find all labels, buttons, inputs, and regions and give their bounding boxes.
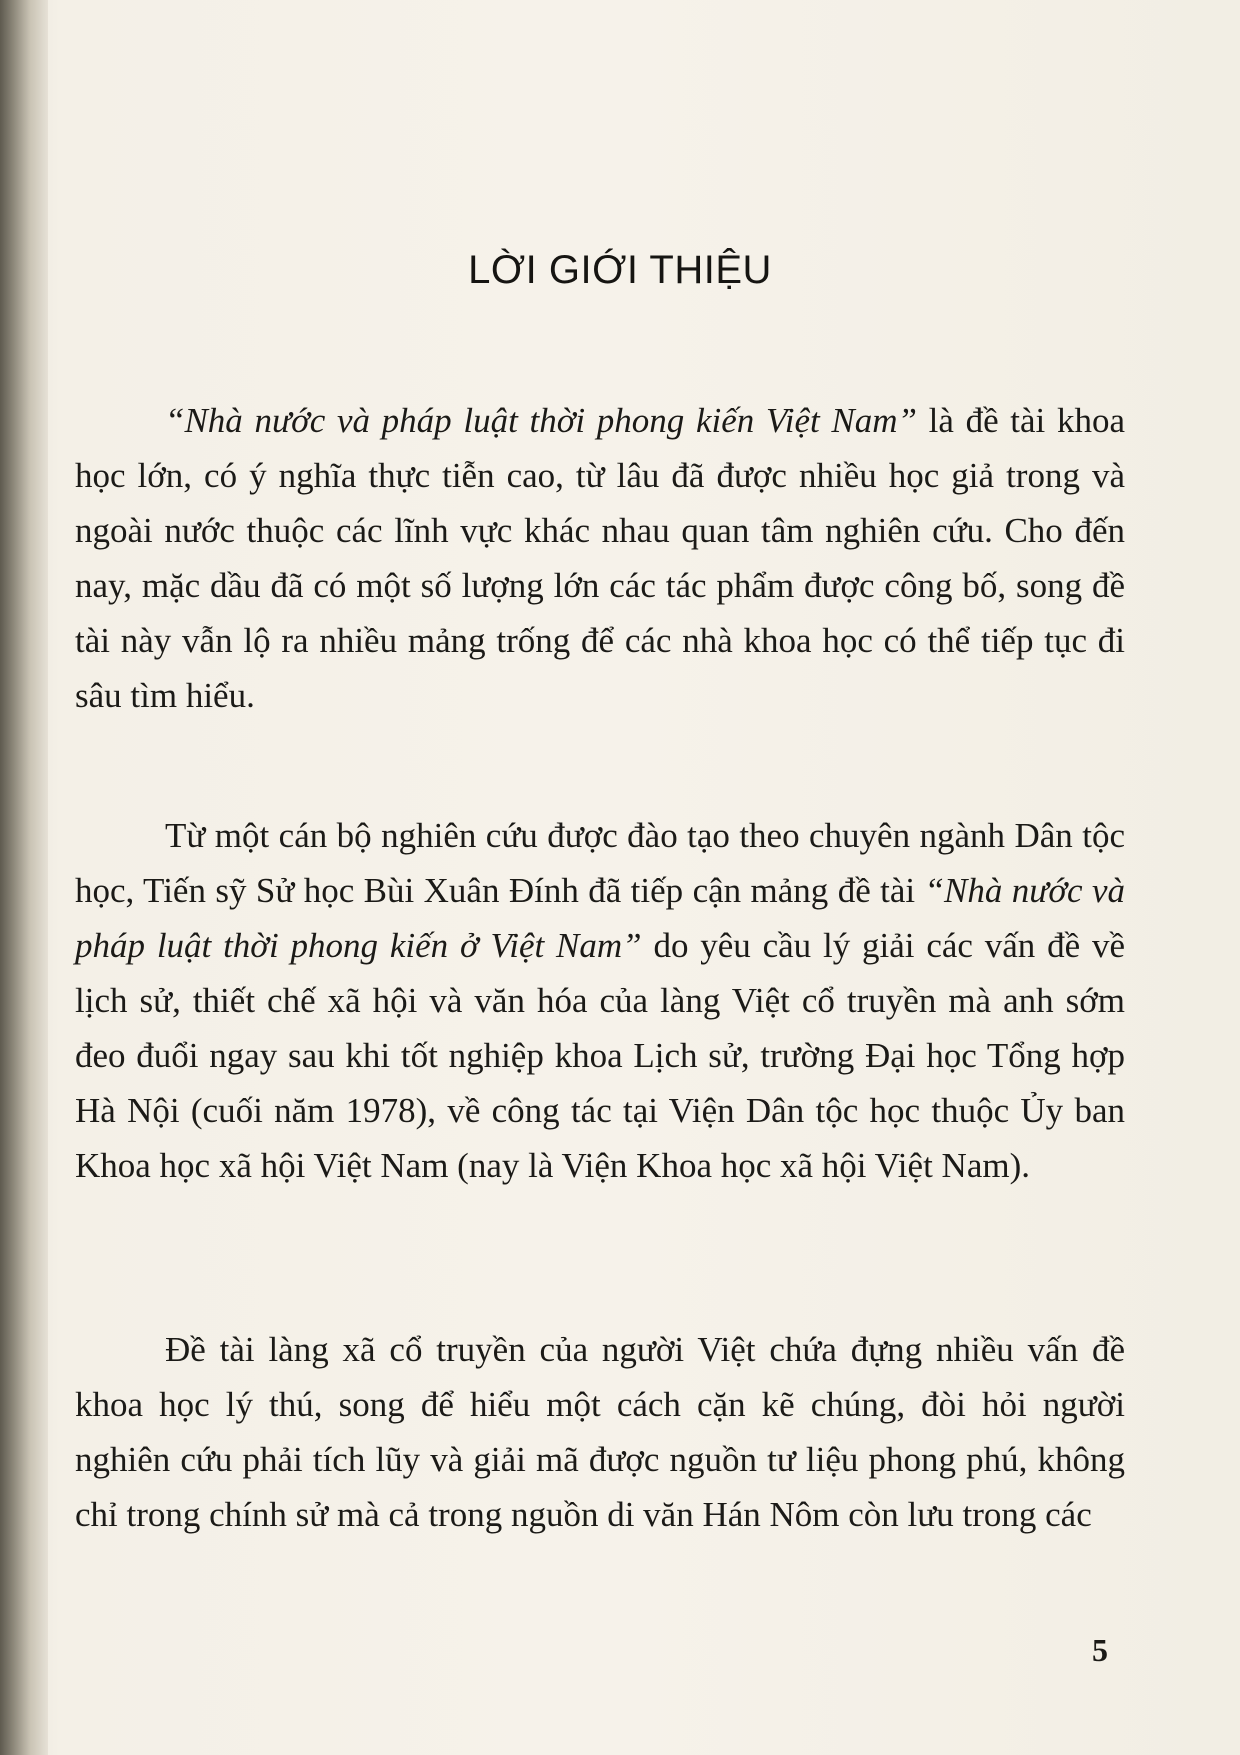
page-number: 5 xyxy=(1092,1632,1108,1668)
paragraph-2-italic-title: “Nhà nước và pháp luật thời phong kiến ở Việt Nam” xyxy=(75,871,1125,965)
page-title: LỜI GIỚI THIỆU xyxy=(468,248,772,292)
paragraph-3 xyxy=(75,1322,1125,1542)
paragraph-1-text: là đề tài khoa học lớn, có ý nghĩa thực tiễn cao, từ lâu đã được nhiều học giả trong và ngoài nước thuộc các lĩnh vực khác nhau quan tâm nghiên cứu. Cho đến nay, mặc dầu đã có một số lượng lớn các tác phẩm được công bố, song đề tài này vẫn lộ ra nhiều mảng trống để các nhà khoa học có thể tiếp tục đi sâu tìm hiểu. xyxy=(75,401,1125,715)
paragraph-2 xyxy=(75,808,1125,1193)
paragraph-3-text: Đề tài làng xã cổ truyền của người Việt chứa đựng nhiều vấn đề khoa học lý thú, song để hiểu một cách cặn kẽ chúng, đòi hỏi người nghiên cứu phải tích lũy và giải mã được nguồn tư liệu phong phú, không chỉ trong chính sử mà cả trong nguồn di văn Hán Nôm còn lưu trong các xyxy=(75,1330,1125,1534)
paragraph-2-text-after: do yêu cầu lý giải các vấn đề về lịch sử, thiết chế xã hội và văn hóa của làng Việt cổ truyền mà anh sớm đeo đuổi ngay sau khi tốt nghiệp khoa Lịch sử, trường Đại học Tổng hợp Hà Nội (cuối năm 1978), về công tác tại Viện Dân tộc học thuộc Ủy ban Khoa học xã hội Việt Nam (nay là Viện Khoa học xã hội Việt Nam). xyxy=(75,926,1125,1185)
paragraph-1 xyxy=(75,393,1125,723)
paragraph-2-text-before: Từ một cán bộ nghiên cứu được đào tạo theo chuyên ngành Dân tộc học, Tiến sỹ Sử học Bùi Xuân Đính đã tiếp cận mảng đề tài xyxy=(75,816,1125,910)
paragraph-1-italic-lead: “Nhà nước và pháp luật thời phong kiến Việt Nam” xyxy=(165,401,917,440)
